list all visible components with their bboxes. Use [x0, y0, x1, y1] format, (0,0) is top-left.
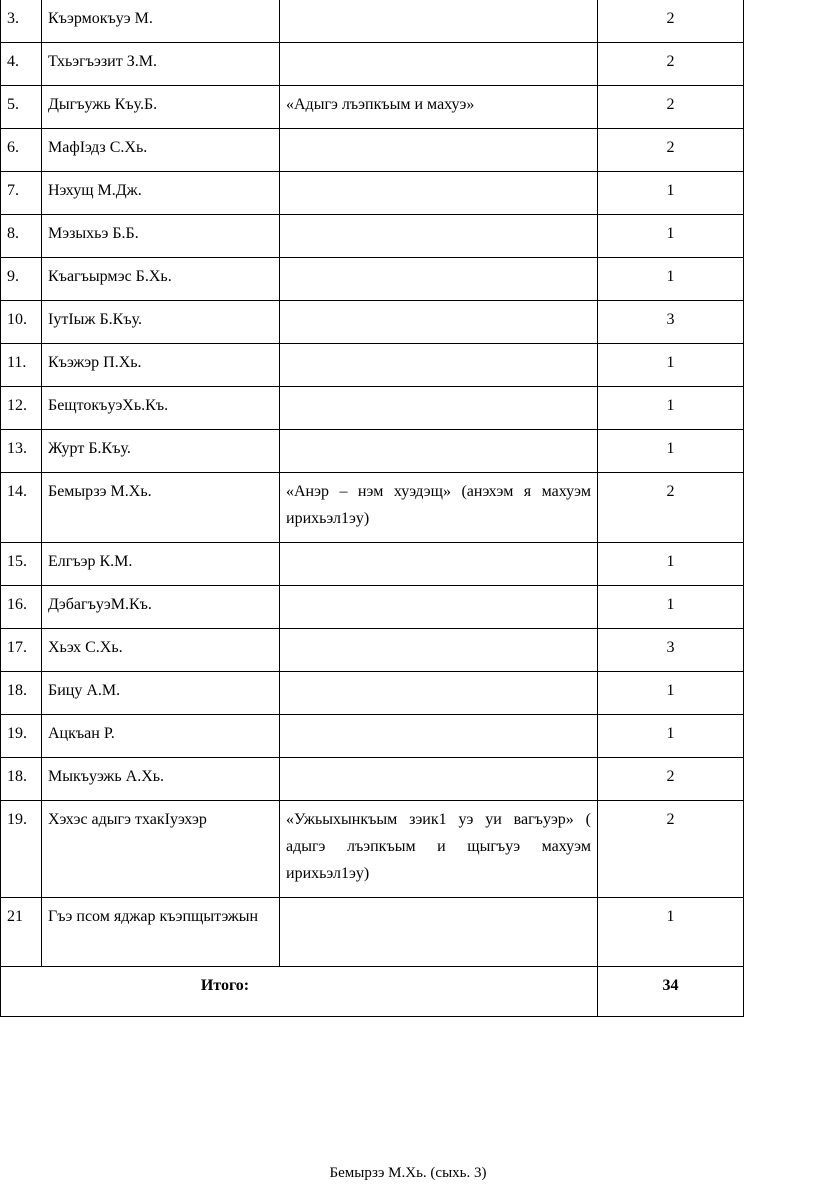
row-number: 10. [1, 301, 42, 344]
participant-name: Гъэ псом яджар къэпщытэжын [42, 898, 280, 967]
work-count: 1 [598, 258, 744, 301]
table-row [1, 629, 744, 672]
work-count: 2 [598, 473, 744, 543]
work-title [280, 344, 598, 387]
work-count: 3 [598, 301, 744, 344]
work-title [280, 586, 598, 629]
row-number: 19. [1, 801, 42, 898]
participant-name: МафIэдз С.Хь. [42, 129, 280, 172]
participant-name: Тхьэгъэзит З.М. [42, 43, 280, 86]
participant-name: Мыкъуэжь А.Хь. [42, 758, 280, 801]
work-count: 1 [598, 172, 744, 215]
page-footer: Бемырзэ М.Хь. (сыхь. 3) [329, 1165, 487, 1181]
row-number: 6. [1, 129, 42, 172]
participant-name: Хэхэс адыгэ тхакIуэхэр [42, 801, 280, 898]
work-count: 1 [598, 344, 744, 387]
table-row [1, 129, 744, 172]
participant-name: Мэзыхьэ Б.Б. [42, 215, 280, 258]
participant-name: Нэхущ М.Дж. [42, 172, 280, 215]
row-number: 13. [1, 430, 42, 473]
table-row [1, 0, 744, 43]
work-title [280, 129, 598, 172]
row-number: 21 [1, 898, 42, 967]
work-title [280, 715, 598, 758]
work-title [280, 43, 598, 86]
work-title: «Ужьыхынкъым зэик1 уэ уи вагъуэр» ( адыгэ лъэпкъым и щыгъуэ махуэм ирихьэл1эу) [280, 801, 598, 898]
work-title [280, 258, 598, 301]
work-title [280, 672, 598, 715]
work-title [280, 387, 598, 430]
participant-name: Журт Б.Къу. [42, 430, 280, 473]
table-row [1, 172, 744, 215]
work-count: 2 [598, 129, 744, 172]
participant-name: Ацкъан Р. [42, 715, 280, 758]
work-count: 1 [598, 215, 744, 258]
work-title [280, 301, 598, 344]
participant-name: Бемырзэ М.Хь. [42, 473, 280, 543]
work-title [280, 898, 598, 967]
work-title [280, 0, 598, 43]
row-number: 12. [1, 387, 42, 430]
work-count: 2 [598, 758, 744, 801]
table-row [1, 715, 744, 758]
work-count: 1 [598, 586, 744, 629]
participant-name: IутIыж Б.Къу. [42, 301, 280, 344]
work-count: 1 [598, 387, 744, 430]
row-number: 3. [1, 0, 42, 43]
participant-name: БещтокъуэХь.Къ. [42, 387, 280, 430]
participant-name: ДэбагъуэМ.Къ. [42, 586, 280, 629]
work-count: 1 [598, 898, 744, 967]
work-title [280, 215, 598, 258]
participant-name: Къэрмокъуэ М. [42, 0, 280, 43]
table-row [1, 301, 744, 344]
row-number: 9. [1, 258, 42, 301]
row-number: 15. [1, 543, 42, 586]
total-row [1, 967, 744, 1017]
table-row [1, 898, 744, 967]
row-number: 17. [1, 629, 42, 672]
table-row [1, 258, 744, 301]
work-title [280, 629, 598, 672]
table-row [1, 672, 744, 715]
work-title [280, 172, 598, 215]
participant-name: Дыгъужь Къу.Б. [42, 86, 280, 129]
table-row [1, 758, 744, 801]
row-number: 11. [1, 344, 42, 387]
table-row [1, 801, 744, 898]
participant-name: Бицу А.М. [42, 672, 280, 715]
table-row [1, 387, 744, 430]
work-count: 2 [598, 801, 744, 898]
row-number: 18. [1, 672, 42, 715]
row-number: 4. [1, 43, 42, 86]
participant-name: Къагъырмэс Б.Хь. [42, 258, 280, 301]
table-body [1, 0, 744, 1017]
row-number: 5. [1, 86, 42, 129]
work-title [280, 430, 598, 473]
work-count: 1 [598, 543, 744, 586]
row-number: 18. [1, 758, 42, 801]
participant-name: Елгъэр К.М. [42, 543, 280, 586]
row-number: 8. [1, 215, 42, 258]
table-row [1, 344, 744, 387]
row-number: 7. [1, 172, 42, 215]
row-number: 16. [1, 586, 42, 629]
row-number: 19. [1, 715, 42, 758]
work-count: 3 [598, 629, 744, 672]
table-row [1, 543, 744, 586]
work-count: 1 [598, 715, 744, 758]
total-value: 34 [598, 967, 744, 1017]
table-row [1, 43, 744, 86]
work-title: «Анэр – нэм хуэдэщ» (анэхэм я махуэм ирихьэл1эу) [280, 473, 598, 543]
total-label: Итого: [1, 967, 598, 1017]
table-row [1, 586, 744, 629]
work-count: 2 [598, 43, 744, 86]
work-title [280, 543, 598, 586]
work-count: 1 [598, 672, 744, 715]
work-title: «Адыгэ лъэпкъым и махуэ» [280, 86, 598, 129]
table-row [1, 430, 744, 473]
work-count: 2 [598, 86, 744, 129]
table-row [1, 86, 744, 129]
participant-name: Къэжэр П.Хь. [42, 344, 280, 387]
row-number: 14. [1, 473, 42, 543]
work-title [280, 758, 598, 801]
participant-name: Хьэх С.Хь. [42, 629, 280, 672]
table-row [1, 473, 744, 543]
table-row [1, 215, 744, 258]
work-count: 2 [598, 0, 744, 43]
work-count: 1 [598, 430, 744, 473]
